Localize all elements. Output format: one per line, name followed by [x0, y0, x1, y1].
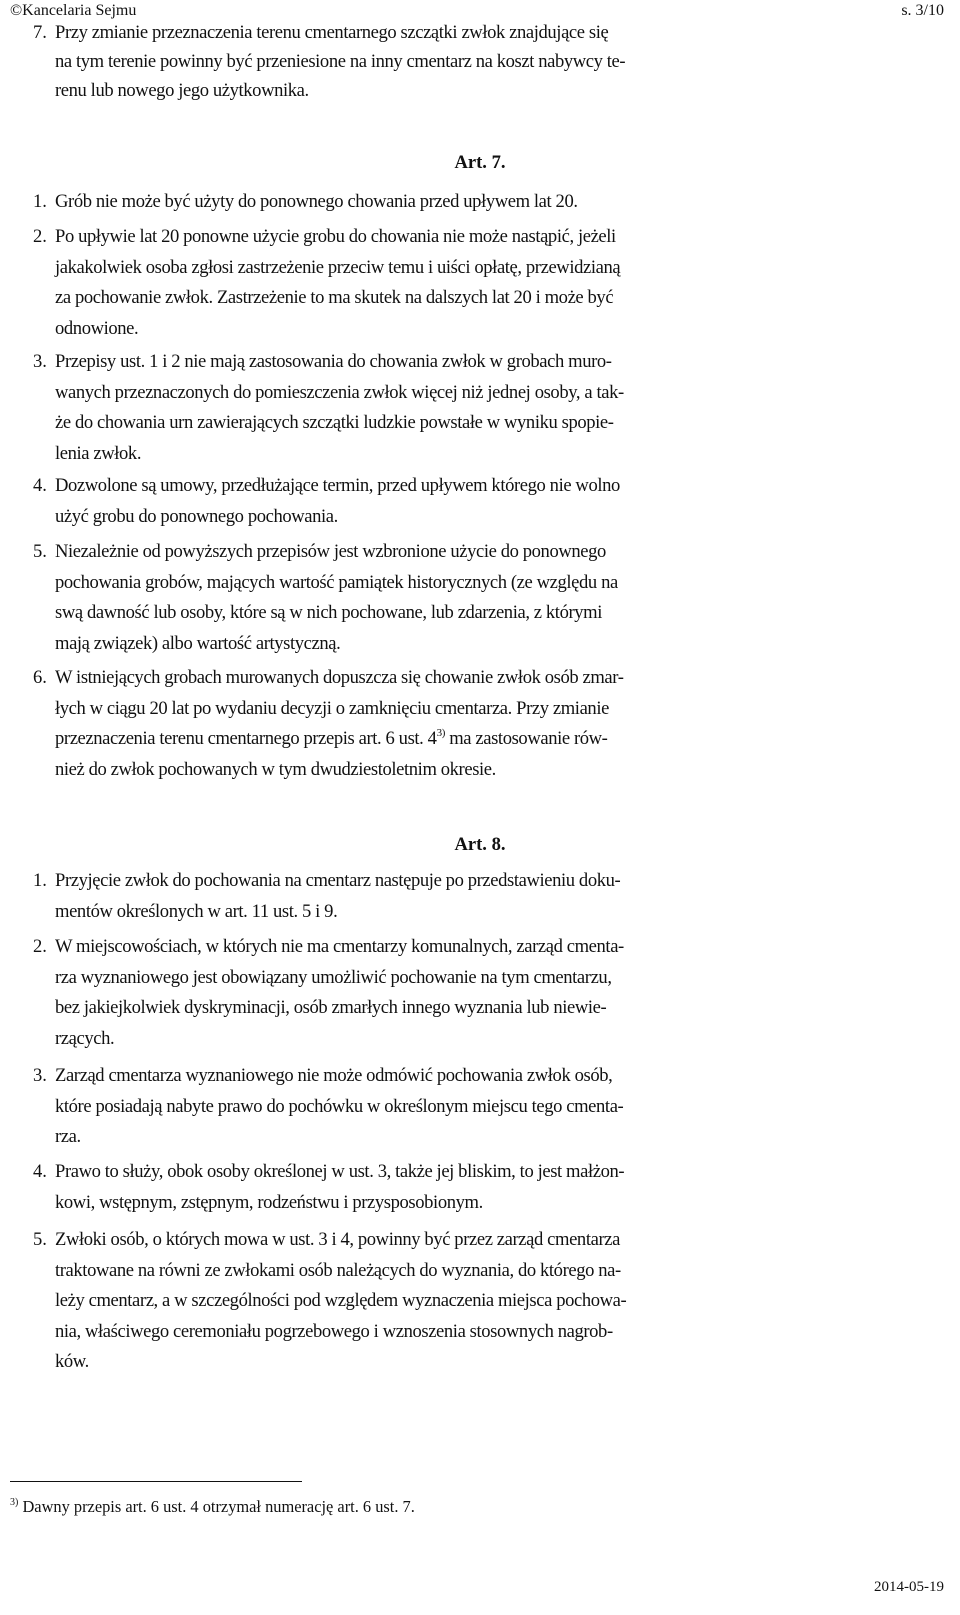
text-line: na tym terenie powinny być przeniesione na inny cmentarz na koszt nabywcy te-	[55, 51, 626, 72]
text-line: Zwłoki osób, o których mowa w ust. 3 i 4, powinny być przez zarząd cmentarza	[55, 1229, 620, 1250]
text-line: jakakolwiek osoba zgłosi zastrzeżenie przeciw temu i uiści opłatę, przewidzianą	[55, 256, 621, 278]
document-date: 2014-05-19	[874, 1579, 944, 1595]
text-line: Prawo to służy, obok osoby określonej w ust. 3, także jej bliskim, to jest małżon-	[55, 1161, 625, 1182]
list-item	[55, 222, 925, 344]
text-line: swą dawność lub osoby, które są w nich pochowane, lub zdarzenia, z którymi	[55, 602, 602, 623]
item-number: 4.	[33, 1161, 47, 1182]
text-line: W miejscowościach, w których nie ma cmentarzy komunalnych, zarząd cmenta-	[55, 936, 624, 957]
text-line: Przepisy ust. 1 i 2 nie mają zastosowania do chowania zwłok w grobach muro-	[55, 351, 612, 372]
text-line: W istniejących grobach murowanych dopuszcza się chowanie zwłok osób zmar-	[55, 667, 624, 688]
text-line: Po upływie lat 20 ponowne użycie grobu do chowania nie może nastąpić, jeżeli	[55, 226, 616, 247]
list-item	[55, 663, 925, 785]
text-line: rza wyznaniowego jest obowiązany umożliwić pochowanie na tym cmentarzu,	[55, 966, 612, 988]
text-line: ków.	[55, 1351, 89, 1372]
text-line: Dozwolone są umowy, przedłużające termin, przed upływem którego nie wolno	[55, 475, 620, 496]
item-number: 3.	[33, 351, 47, 372]
text-line: Grób nie może być użyty do ponownego chowania przed upływem lat 20.	[55, 191, 578, 212]
list-item	[55, 347, 925, 469]
footnote-text: Dawny przepis art. 6 ust. 4 otrzymał numerację art. 6 ust. 7.	[22, 1497, 415, 1516]
text-line: leży cmentarz, a w szczególności pod względem wyznaczenia miejsca pochowa-	[55, 1290, 627, 1311]
item-number: 1.	[33, 191, 47, 212]
text-line: za pochowanie zwłok. Zastrzeżenie to ma skutek na dalszych lat 20 i może być	[55, 287, 614, 308]
footnote	[10, 1497, 415, 1517]
text-line: pochowania grobów, mających wartość pamiątek historycznych (ze względu na	[55, 571, 618, 593]
item-number: 5.	[33, 1229, 47, 1250]
intro-number: 7.	[33, 22, 47, 43]
text-line: przeznaczenia terenu cmentarnego przepis art. 6 ust. 4$^{3)}$ ma zastosowanie rów-	[55, 727, 608, 749]
list-item	[55, 1225, 925, 1378]
list-item	[55, 471, 925, 532]
text-line: użyć grobu do ponownego pochowania.	[55, 505, 338, 527]
text-line: rza.	[55, 1126, 81, 1147]
text-line: Zarząd cmentarza wyznaniowego nie może odmówić pochowania zwłok osób,	[55, 1065, 613, 1086]
list-item	[55, 1061, 925, 1153]
text-line: wanych przeznaczonych do pomieszczenia zwłok więcej niż jednej osoby, a tak-	[55, 381, 624, 403]
article-8-heading: Art. 8.	[454, 834, 506, 855]
footnote-ref[interactable]: 3)	[436, 727, 445, 739]
text-line: nia, właściwego ceremoniału pogrzebowego i wznoszenia stosownych nagrob-	[55, 1320, 613, 1342]
header-copyright: ©Kancelaria Sejmu	[10, 2, 137, 19]
text-line: kowi, wstępnym, zstępnym, rodzeństwu i przysposobionym.	[55, 1191, 483, 1213]
text-line: że do chowania urn zawierających szczątki ludzkie powstałe w wyniku spopie-	[55, 412, 614, 433]
text-line: mentów określonych w art. 11 ust. 5 i 9.	[55, 900, 338, 922]
text-line: Przyjęcie zwłok do pochowania na cmentarz następuje po przedstawieniu doku-	[55, 870, 621, 891]
text-line: Niezależnie od powyższych przepisów jest wzbronione użycie do ponownego	[55, 541, 606, 562]
list-item	[55, 537, 925, 659]
text-line: lenia zwłok.	[55, 442, 142, 464]
item-number: 4.	[33, 475, 47, 496]
item-number: 3.	[33, 1065, 47, 1086]
text-line: renu lub nowego jego użytkownika.	[55, 80, 309, 101]
text-line: nież do zwłok pochowanych w tym dwudziestoletnim okresie.	[55, 758, 496, 780]
footnote-marker: 3)	[10, 1497, 19, 1508]
text-line: traktowane na równi ze zwłokami osób należących do wyznania, do którego na-	[55, 1259, 621, 1281]
text-line: bez jakiejkolwiek dyskryminacji, osób zmarłych innego wyznania lub niewie-	[55, 997, 607, 1018]
list-item	[55, 187, 925, 218]
item-number: 5.	[33, 541, 47, 562]
item-number: 2.	[33, 936, 47, 957]
list-item	[55, 866, 925, 927]
text-line: które posiadają nabyte prawo do pochówku w określonym miejscu tego cmenta-	[55, 1095, 624, 1117]
intro-text	[55, 18, 925, 105]
text-line: rzących.	[55, 1027, 115, 1049]
text-line: łych w ciągu 20 lat po wydaniu decyzji o zamknięciu cmentarza. Przy zmianie	[55, 697, 609, 719]
footnote-divider	[10, 1481, 302, 1482]
text-line: mają związek) albo wartość artystyczną.	[55, 632, 341, 654]
list-item	[55, 1157, 925, 1218]
item-number: 6.	[33, 667, 47, 688]
item-number: 1.	[33, 870, 47, 891]
text-line: odnowione.	[55, 317, 139, 339]
text-line: Przy zmianie przeznaczenia terenu cmentarnego szczątki zwłok znajdujące się	[55, 22, 609, 43]
item-number: 2.	[33, 226, 47, 247]
list-item	[55, 932, 925, 1054]
article-7-heading: Art. 7.	[454, 152, 506, 173]
page-number: s. 3/10	[901, 2, 944, 19]
